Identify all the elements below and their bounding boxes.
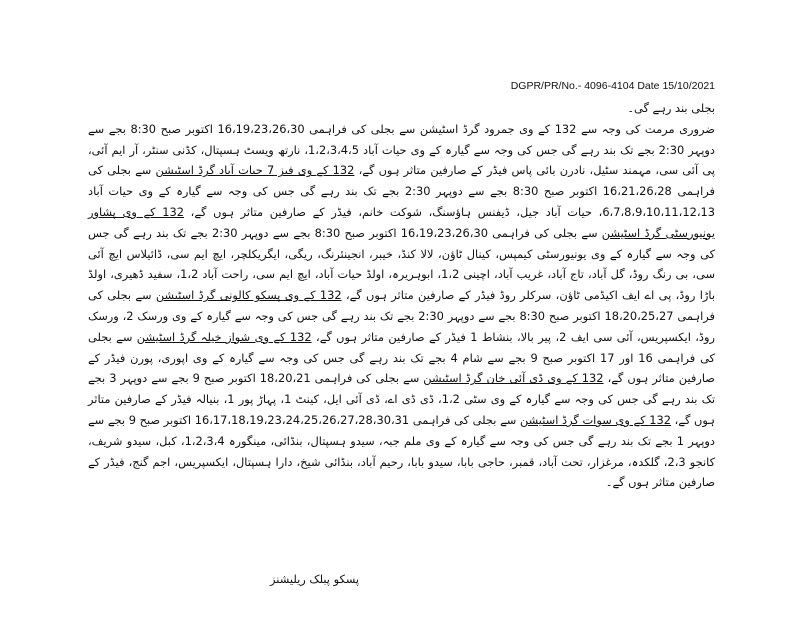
grid-station-name: 132 کے وی ڈی آئی خان گرڈ اسٹیشن (423, 371, 604, 386)
grid-station-name: 132 کے وی پسکو کالونی گرڈ اسٹیشن (155, 288, 342, 303)
paragraph-segment: سے بجلی کی فراہمی 16،21،26،28 اکتوبر صبح 8:30 بجے سے دوپہر 2:30 بجے تک بند رہے گی جس کی وجہ سے گیارہ کے وی حیات آباد 6،7،8،9،10،11،12،13، حیات آباد جیل، ڈیفنس ہاؤسنگ، شوکت خانم، فیڈر کے صارفین متاثر ہوں گے، (88, 163, 716, 219)
signature: پسکو پبلک ریلیشنز (270, 572, 360, 586)
intro-line: بجلی بند رہے گی۔ (627, 101, 715, 115)
paragraph-segment: سے بجلی کی فراہمی 16،19،23،26،30 اکتوبر صبح 8:30 بجے سے دوپہر 2:30 بجے تک بند رہے گی جس کی وجہ سے گیارہ کے وی یونیورسٹی کیمپس، کینال ٹاؤن، لالا کنڈ، خیبر، انجینئرنگ، ریگی، ایگریکلچر، ایچ ایم سی، ڈائیلاس ایچ آئی سی، بی رنگ روڈ، گل آباد، تاج آباد، غریب آباد، اچینی 1،2، ابوہریرہ، اولڈ حیات آباد، ایچ ایم سی، راحت آباد 1،2، سفید ڈھیری، اولڈ باڑا روڈ، پی اے ایف اکیڈمی ٹاؤن، سرکلر روڈ فیڈر کے صارفین متاثر ہوں گے، (88, 225, 715, 303)
grid-station-name: 132 کے وی فیز 7 حیات آباد گرڈ اسٹیشن (155, 163, 355, 178)
grid-station-name: 132 کے وی پشاور یونیورسٹی گرڈ اسٹیشن (88, 204, 715, 240)
grid-station-name: 132 کے وی شواز خیلہ گرڈ اسٹیشن (136, 329, 312, 344)
grid-station-name: 132 کے وی سوات گرڈ اسٹیشن (519, 412, 671, 427)
paragraph-segment: سے بجلی کی فراہمی 16 اور 17 اکتوبر صبح 9 بجے سے شام 4 بجے تک بند رہے گی جس کی وجہ سے گیارہ کے وی اپوری، پورن فیڈر کے صارفین متاثر ہوں گے، (88, 329, 715, 386)
paragraph-segment: سے بجلی کی فراہمی 18،20،21 اکتوبر صبح 9 بجے سے دوپہر 3 بجے تک بند رہے گی جس کی وجہ سے گیارہ کے وی سٹی 1،2، ڈی ڈی اے، ڈی آئی ایل، کینٹ 1، پہاڑ پور 1، بنیالہ فیڈر کے صارفین متاثر ہوں گے، (88, 371, 716, 427)
paragraph-segment: ضروری مرمت کی وجہ سے 132 کے وی جمرود گرڈ اسٹیشن سے بجلی کی فراہمی 16،19،23،26،30 اکتوبر صبح 8:30 بجے سے دوپہر 2:30 بجے تک بند رہے گی جس کی وجہ سے گیارہ کے وی حیات آباد 1،2،3،4،5، نارتھ ویسٹ ہسپتال، کڈنی سنٹر، آر ایم آئی، پی آئی سی، مہمند سٹیل، نادرن بائی پاس فیڈر کے صارفین متاثر ہوں گے، (88, 121, 715, 178)
press-release-body (88, 98, 715, 493)
main-paragraph (88, 119, 715, 493)
paragraph-segment: سے بجلی کی فراہمی 18،20،25،27 اکتوبر صبح 8:30 بجے سے دوپہر 2:30 بجے تک بند رہے گی جس کی وجہ سے گیارہ کے وی ورسک 2، ورسک روڈ، ایکسپریس، آئی سی ایف 2، پیر بالا، بنشاط 1 فیڈر کے صارفین متاثر ہوں گے، (88, 288, 716, 344)
reference-number: DGPR/PR/No.- 4096-4104 Date 15/10/2021 (510, 80, 715, 92)
paragraph-segment: سے بجلی کی فراہمی 16،17،18،19،23،24،25،26،27،28،30،31 اکتوبر صبح 9 بجے سے دوپہر 1 بجے تک بند رہے گی جس کی وجہ سے گیارہ کے وی ملم جبہ، سیدو ہسپتال، بنڈائی، مینگورہ 1،2،3،4، کبل، سیدو شریف، کانجو 2،3، گلکدہ، مرغزار، تحت آباد، قمبر، حاجی بابا، سیدو بابا، رحیم آباد، بنڈائی شیخ، دارا ہسپتال، ایکسپریس، اجم گنج، فیڈر کے صارفین متاثر ہوں گے۔ (88, 412, 716, 490)
